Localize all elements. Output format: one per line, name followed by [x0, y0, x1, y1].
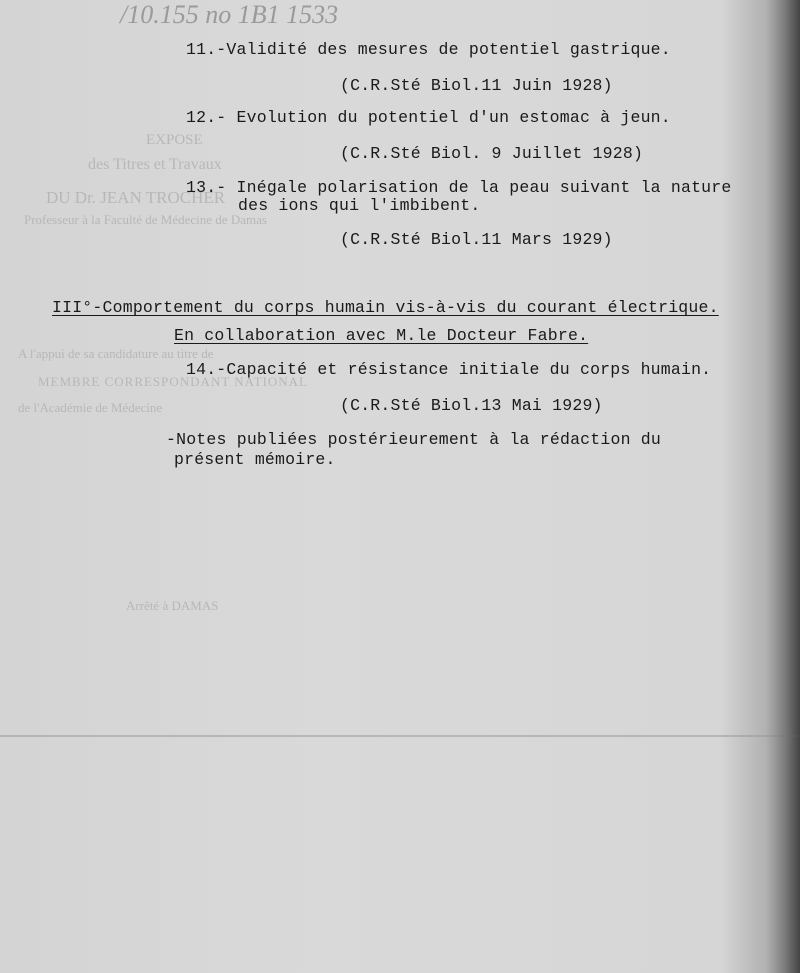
entry-14-reference: (C.R.Sté Biol.13 Mai 1929)	[340, 396, 603, 415]
entry-12-title: 12.- Evolution du potentiel d'un estomac à jeun.	[186, 108, 671, 127]
bleed-expose: EXPOSE	[146, 132, 203, 148]
entry-11-reference: (C.R.Sté Biol.11 Juin 1928)	[340, 76, 613, 95]
bleed-membre: MEMBRE CORRESPONDANT NATIONAL	[38, 374, 309, 389]
entry-14-title: 14.-Capacité et résistance initiale du corps humain.	[186, 360, 712, 379]
bleed-professeur: Professeur à la Faculté de Médecine de Damas	[24, 212, 267, 227]
paper-fold	[0, 735, 800, 737]
section-heading: III°-Comportement du corps humain vis-à-vis du courant électrique.	[52, 298, 719, 317]
note-line-2: présent mémoire.	[174, 450, 336, 469]
bleed-appui: A l'appui de sa candidature au titre de	[18, 346, 214, 361]
entry-13-title-line-1: 13.- Inégale polarisation de la peau suivant la nature	[186, 178, 732, 197]
bleed-academie: de l'Académie de Médecine	[18, 400, 163, 415]
handwritten-reference: /10.155 no 1B1 1533	[120, 0, 339, 29]
note-line-1: -Notes publiées postérieurement à la rédaction du	[166, 430, 661, 449]
bleed-imprimerie: Arrêté à DAMAS	[126, 598, 219, 613]
entry-12-reference: (C.R.Sté Biol. 9 Juillet 1928)	[340, 144, 644, 163]
entry-11-title: 11.-Validité des mesures de potentiel gastrique.	[186, 40, 671, 59]
bleed-titres: des Titres et Travaux	[88, 156, 222, 173]
bleed-docteur: DU Dr. JEAN TROCHER	[46, 188, 226, 207]
entry-13-title-line-2: des ions qui l'imbibent.	[238, 196, 481, 215]
page-edge-shadow	[766, 0, 800, 973]
entry-13-reference: (C.R.Sté Biol.11 Mars 1929)	[340, 230, 613, 249]
collaboration-line: En collaboration avec M.le Docteur Fabre.	[174, 326, 589, 345]
